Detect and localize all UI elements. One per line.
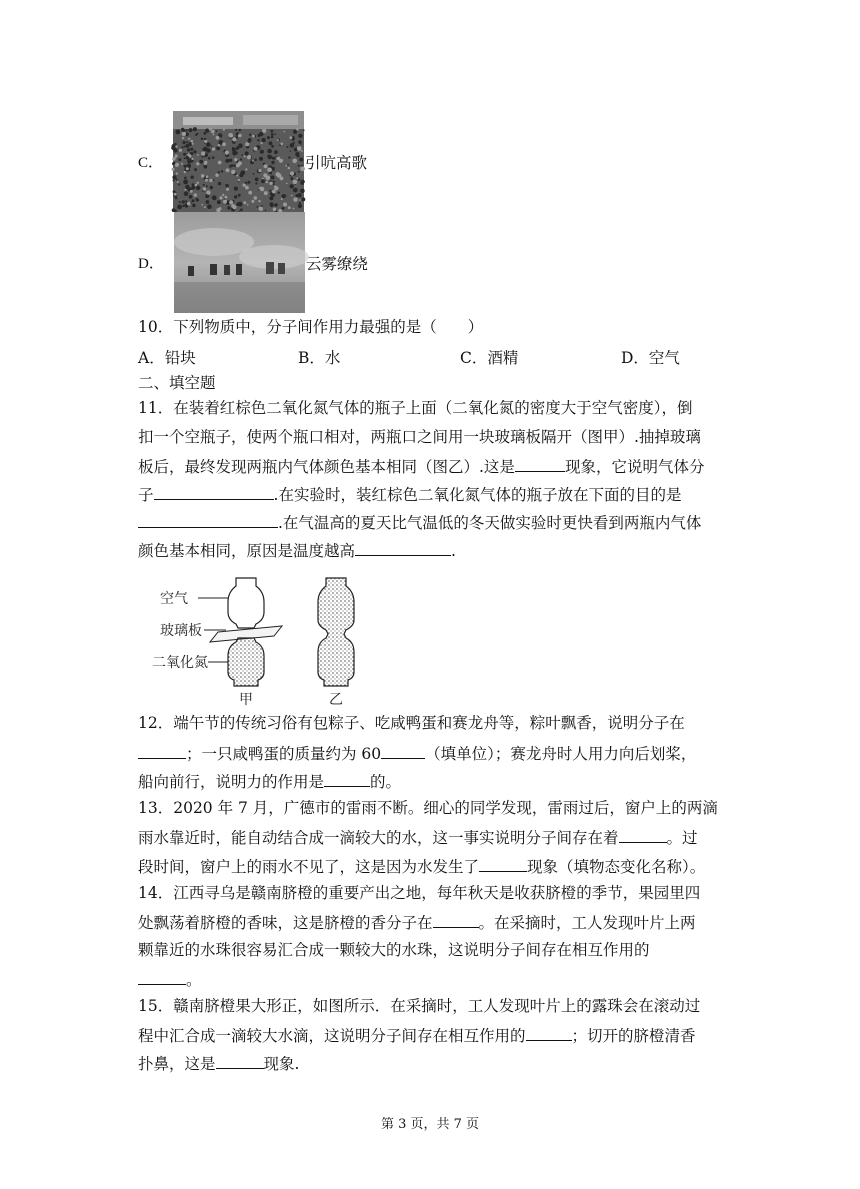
q14-text: 。在采摘时，工人发现叶片上两 — [478, 914, 696, 932]
q11-text: 子 — [138, 486, 154, 504]
q11-line3 — [138, 455, 704, 477]
q12-text: 船向前行，说明力的作用是 — [138, 773, 325, 791]
q15-line3 — [138, 1052, 299, 1074]
label-glass: 玻璃板 — [160, 623, 202, 639]
q11-text: . — [451, 542, 456, 560]
q11-line1: 11．在装着红棕色二氧化氮气体的瓶子上面（二氧化氮的密度大于空气密度），倒 — [138, 399, 693, 417]
q13-line1: 13．2020 年 7 月，广德市的雷雨不断。细心的同学发现，雷雨过后，窗户上的两滴 — [138, 799, 718, 817]
label-jia: 甲 — [239, 692, 253, 708]
answer-blank[interactable] — [154, 483, 274, 500]
q13-line2 — [138, 826, 698, 848]
q12-line2 — [138, 742, 696, 764]
q12-text: （填单位）；赛龙舟时人用力向后划桨， — [425, 745, 697, 763]
q11-text: .在实验时，装红棕色二氧化氮气体的瓶子放在下面的目的是 — [273, 486, 682, 504]
answer-blank[interactable] — [138, 742, 186, 759]
option-text: 云雾缭绕 — [305, 254, 368, 273]
q15-text: 扑鼻，这是 — [138, 1055, 216, 1073]
q11-figure — [152, 572, 390, 712]
q13-text: 雨水靠近时，能自动结合成一滴较大的水，这一事实说明分子间存在着 — [138, 829, 619, 847]
q11-text: 颜色基本相同，原因是温度越高 — [138, 542, 356, 560]
option-text: 引吭高歌 — [305, 153, 368, 172]
q9-option-c — [138, 111, 367, 212]
q10-stem: 10．下列物质中，分子间作用力最强的是（ ） — [138, 318, 484, 336]
q15-text: 程中汇合成一滴较大水滴，这说明分子间存在相互作用的 — [138, 1027, 526, 1045]
q12-line3 — [138, 770, 401, 792]
answer-blank[interactable] — [138, 511, 278, 528]
q11-line2: 扣一个空瓶子，使两个瓶口相对，两瓶口之间用一块玻璃板隔开（图甲）.抽掉玻璃 — [138, 428, 701, 446]
q15-line2 — [138, 1024, 696, 1046]
q10-choice-c: C．酒精 — [460, 349, 519, 367]
q11-line4 — [138, 483, 681, 505]
label-no2: 二氧化氮 — [152, 655, 208, 671]
answer-blank[interactable] — [324, 770, 370, 787]
q14-line1: 14．江西寻乌是赣南脐橙的重要产出之地，每年秋天是收获脐橙的季节，果园里四 — [138, 884, 701, 902]
answer-blank[interactable] — [433, 911, 479, 928]
answer-blank[interactable] — [526, 1024, 572, 1041]
answer-blank[interactable] — [355, 539, 451, 556]
q13-line3 — [138, 855, 705, 877]
option-letter: D． — [138, 256, 164, 272]
answer-blank[interactable] — [138, 968, 186, 985]
q11-line6 — [138, 539, 456, 561]
q14-line4 — [138, 968, 202, 990]
answer-blank[interactable] — [515, 455, 565, 472]
answer-blank[interactable] — [479, 855, 527, 872]
answer-blank[interactable] — [381, 742, 425, 759]
label-air: 空气 — [160, 591, 188, 607]
answer-blank[interactable] — [216, 1052, 264, 1069]
q14-text: 处飘荡着脐橙的香味，这是脐橙的香分子在 — [138, 914, 433, 932]
q13-text: 段时间，窗户上的雨水不见了，这是因为水发生了 — [138, 858, 480, 876]
q11-text: 现象，它说明气体分 — [564, 458, 705, 476]
q11-line5 — [138, 511, 701, 533]
answer-blank[interactable] — [619, 826, 667, 843]
q11-text: .在气温高的夏天比气温低的冬天做实验时更快看到两瓶内气体 — [278, 514, 702, 532]
q15-line1: 15．赣南脐橙果大形正，如图所示．在采摘时，工人发现叶片上的露珠会在滚动过 — [138, 997, 701, 1015]
q13-text: 现象（填物态变化名称）。 — [527, 858, 706, 876]
page-footer: 第 3 页，共 7 页 — [380, 1117, 480, 1132]
q13-text: 。过 — [666, 829, 698, 847]
q14-text: 。 — [186, 971, 202, 989]
q11-text: 板后，最终发现两瓶内气体颜色基本相同（图乙）.这是 — [138, 458, 515, 476]
q15-text: 现象. — [263, 1055, 300, 1073]
q12-text: 的。 — [370, 773, 402, 791]
q9-option-d — [138, 212, 368, 313]
q14-line3: 颗靠近的水珠很容易汇合成一颗较大的水珠，这说明分子间存在相互作用的 — [138, 941, 650, 959]
fog-photo — [174, 212, 305, 313]
crowd-photo — [173, 111, 304, 212]
q10-choice-a: A．铅块 — [138, 349, 196, 367]
q12-line1: 12．端午节的传统习俗有包粽子、吃咸鸭蛋和赛龙舟等，粽叶飘香，说明分子在 — [138, 714, 685, 732]
q12-text: ；一只咸鸭蛋的质量约为 60 — [186, 745, 382, 763]
q10-choice-b: B．水 — [298, 349, 341, 367]
label-yi: 乙 — [329, 692, 343, 708]
q14-line2 — [138, 911, 696, 933]
q15-text: ；切开的脐橙清香 — [571, 1027, 696, 1045]
option-letter: C． — [138, 155, 164, 171]
section-heading: 二、填空题 — [138, 374, 216, 392]
q10-choice-d: D．空气 — [621, 349, 680, 367]
